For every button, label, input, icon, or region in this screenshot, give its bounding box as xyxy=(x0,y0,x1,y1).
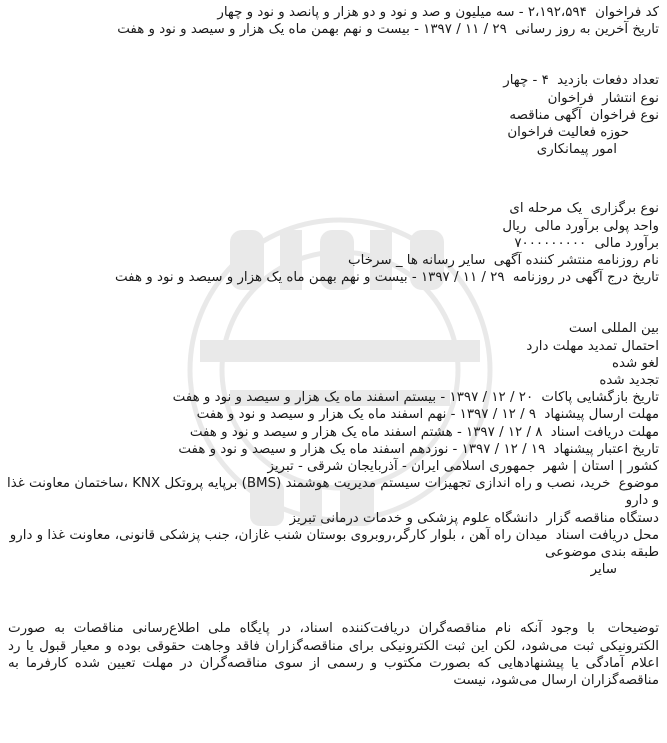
estimate-value: ۷۰۰۰۰۰۰۰۰۰ xyxy=(514,235,587,251)
publish-type-row xyxy=(4,90,659,107)
publish-type-label: نوع انتشار xyxy=(602,90,659,106)
newspaper-date-label: تاریخ درج آگهی در روزنامه xyxy=(512,270,659,286)
category-label: طبقه بندی موضوعی xyxy=(545,545,659,561)
doc-place-value: میدان راه آهن ، بلوار کارگر،روبروی بوستان شنب غازان، جنب پزشکی قانونی، معاونت غذا و دارو xyxy=(9,527,548,543)
currency-row xyxy=(4,218,659,235)
last-update-row xyxy=(4,21,659,38)
call-type-label: نوع فراخوان xyxy=(589,107,659,123)
cancelled-flag: لغو شده xyxy=(612,355,659,371)
holding-type-label: نوع برگزاری xyxy=(590,201,659,217)
holding-type-row xyxy=(4,200,659,217)
call-code-label: کد فراخوان xyxy=(595,5,659,20)
location-row xyxy=(4,458,659,475)
newspaper-date-value: ۲۹ / ۱۱ / ۱۳۹۷ - بیست و نهم بهمن ماه یک هزار و سیصد و نود و هفت xyxy=(115,270,505,286)
send-deadline-row xyxy=(4,406,659,423)
notes-value: با وجود آنکه نام مناقصه‌گران دریافت‌کننده اسناد، در پایگاه ملی اطلاع‌رسانی مناقصات به صورت الکترونیکی ثبت می‌شود، لکن این ثبت الکترونیکی برای مناقصه‌گزاران فاقد وجاهت حقوقی بوده و معیار قبول یا رد اعلام آمادگی یا پیشنهادهایی که بصورت مکتوب و رسمی از سوی مناقصه‌گران در مهلت تعیین شده کارفرما به مناقصه‌گزاران ارسال می‌شود، نیست xyxy=(8,621,659,689)
subject-label: موضوع xyxy=(618,476,659,492)
category-value-row xyxy=(4,561,659,578)
international-flag: بین المللی است xyxy=(568,321,659,337)
currency-label: واحد پولی برآورد مالی xyxy=(534,218,659,234)
last-update-value: ۲۹ / ۱۱ / ۱۳۹۷ - بیست و نهم بهمن ماه یک هزار و سیصد و نود و هفت xyxy=(117,22,507,38)
visit-count-row xyxy=(4,72,659,89)
call-code-row xyxy=(4,4,659,21)
visit-count-value: ۴ - چهار xyxy=(503,73,549,89)
opening-date-value: ۲۰ / ۱۲ / ۱۳۹۷ - بیستم اسفند ماه یک هزار و سیصد و نود و هفت xyxy=(172,390,534,406)
call-code-value: ۲،۱۹۲،۵۹۴ - سه میلیون و صد و نود و دو هزار و پانصد و نود و چهار xyxy=(217,5,587,20)
subject-row xyxy=(4,475,659,509)
newspaper-value: سایر رسانه ها _ سرخاب xyxy=(348,253,486,269)
last-update-label: تاریخ آخرین به روز رسانی xyxy=(515,22,659,38)
doc-place-row xyxy=(4,527,659,544)
validity-date-value: ۱۹ / ۱۲ / ۱۳۹۷ - نوزدهم اسفند ماه یک هزار و سیصد و نود و هفت xyxy=(178,441,546,457)
currency-value: ریال xyxy=(502,218,527,234)
opening-date-row xyxy=(4,389,659,406)
activity-field-row xyxy=(4,124,659,141)
validity-date-row xyxy=(4,441,659,458)
renewed-flag: تجدید شده xyxy=(599,373,659,389)
notes-label: توضیحات xyxy=(607,621,660,637)
category-value: سایر xyxy=(590,562,617,578)
visit-count-label: تعداد دفعات بازدید xyxy=(557,73,659,89)
send-deadline-label: مهلت ارسال پیشنهاد xyxy=(544,407,659,423)
organizer-label: دستگاه مناقصه گزار xyxy=(546,510,659,526)
category-row xyxy=(4,544,659,561)
newspaper-date-row xyxy=(4,269,659,286)
receive-deadline-row xyxy=(4,424,659,441)
send-deadline-value: ۹ / ۱۲ / ۱۳۹۷ - نهم اسفند ماه یک هزار و سیصد و نود و هفت xyxy=(196,407,537,423)
validity-date-label: تاریخ اعتبار پیشنهاد xyxy=(553,441,659,457)
location-value: جمهوری اسلامی ایران - آذربایجان شرقی - تبریز xyxy=(267,459,536,475)
estimate-label: برآورد مالی xyxy=(594,235,659,251)
holding-type-value: یک مرحله ای xyxy=(509,201,583,217)
activity-field-value: امور پیمانکاری xyxy=(536,142,617,158)
call-type-value: آگهی مناقصه xyxy=(509,107,582,123)
subject-value: خرید، نصب و راه اندازی تجهیزات سیستم مدیریت هوشمند (BMS) برپایه پروتکل KNX ،ساختمان معاونت غذا و دارو xyxy=(7,476,659,509)
extension-flag: احتمال تمدید مهلت دارد xyxy=(526,338,659,354)
location-label: کشور | استان | شهر xyxy=(543,459,659,475)
organizer-row xyxy=(4,510,659,527)
activity-field-value-row xyxy=(4,141,659,158)
activity-field-label: حوزه فعالیت فراخوان xyxy=(507,125,629,141)
opening-date-label: تاریخ بازگشایی پاکات xyxy=(541,390,659,406)
organizer-value: دانشگاه علوم پزشکی و خدمات درمانی تبریز xyxy=(289,510,539,526)
publish-type-value: فراخوان xyxy=(547,90,594,106)
receive-deadline-value: ۸ / ۱۲ / ۱۳۹۷ - هشتم اسفند ماه یک هزار و سیصد و نود و هفت xyxy=(189,424,543,440)
notes-paragraph xyxy=(4,620,659,689)
estimate-row xyxy=(4,235,659,252)
doc-place-label: محل دریافت اسناد xyxy=(555,527,659,543)
newspaper-label: نام روزنامه منتشر کننده آگهی xyxy=(493,253,659,269)
receive-deadline-label: مهلت دریافت اسناد xyxy=(550,424,659,440)
newspaper-row xyxy=(4,252,659,269)
call-type-row xyxy=(4,107,659,124)
tender-document xyxy=(4,4,659,689)
